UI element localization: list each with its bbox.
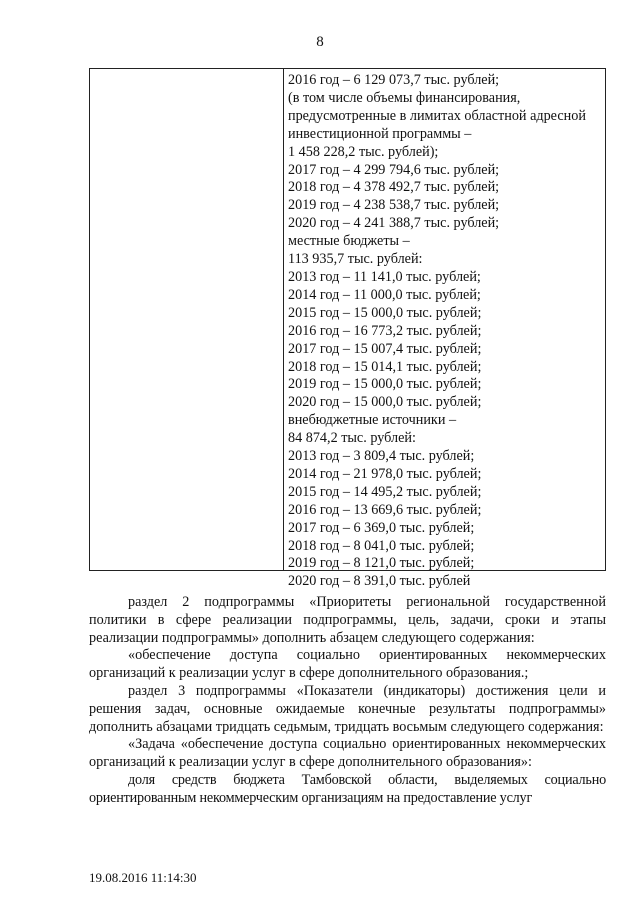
table-value-cell <box>284 69 605 590</box>
table-line: 84 874,2 тыс. рублей: <box>288 430 416 447</box>
paragraph: раздел 3 подпрограммы «Показатели (индикаторы) достижения цели и решения задач, основные ожидаемые конечные результаты подпрограммы» дополнить абзацами тридцать седьмым, тридцать восьмым следующего содержания: <box>89 682 606 735</box>
table-line: 2018 год – 15 014,1 тыс. рублей; <box>288 358 482 375</box>
table-line: 2019 год – 4 238 538,7 тыс. рублей; <box>288 197 500 214</box>
table-line: 2017 год – 4 299 794,6 тыс. рублей; <box>288 161 500 178</box>
table-line: 2015 год – 15 000,0 тыс. рублей; <box>288 304 482 321</box>
table-line: инвестиционной программы – <box>288 125 472 142</box>
paragraph: «обеспечение доступа социально ориентированных некоммерческих организаций к реализации услуг в сфере дополнительного образования.; <box>89 647 606 682</box>
paragraph: «Задача «обеспечение доступа социально ориентированных некоммерческих организаций к реализации услуг в сфере дополнительного образования»: <box>89 736 606 771</box>
body-text <box>89 594 606 808</box>
table-line: местные бюджеты – <box>288 233 410 250</box>
funding-table <box>89 68 606 590</box>
table-line: 2014 год – 11 000,0 тыс. рублей; <box>288 286 481 303</box>
table-line: 113 935,7 тыс. рублей: <box>288 251 423 268</box>
table-line: 2018 год – 4 378 492,7 тыс. рублей; <box>288 179 500 196</box>
page-number: 8 <box>316 34 324 50</box>
table-line: 2016 год – 16 773,2 тыс. рублей; <box>288 322 482 339</box>
table-line: 2015 год – 14 495,2 тыс. рублей; <box>288 483 482 500</box>
table-line: 2018 год – 8 041,0 тыс. рублей; <box>288 537 475 554</box>
table-line: 2019 год – 8 121,0 тыс. рублей; <box>288 555 475 572</box>
table-line: внебюджетные источники – <box>288 412 457 429</box>
table-line: 2020 год – 8 391,0 тыс. рублей <box>288 573 471 590</box>
table-line: 2020 год – 4 241 388,7 тыс. рублей; <box>288 215 500 232</box>
table-line: 2013 год – 11 141,0 тыс. рублей; <box>288 268 481 285</box>
table-line: (в том числе объемы финансирования, <box>288 89 521 106</box>
table-line: 2013 год – 3 809,4 тыс. рублей; <box>288 448 475 465</box>
table-line: 2017 год – 15 007,4 тыс. рублей; <box>288 340 482 357</box>
paragraph: доля средств бюджета Тамбовской области, выделяемых социально ориентированным некоммерческим организациям на предоставление услуг <box>89 771 606 806</box>
paragraph: раздел 2 подпрограммы «Приоритеты региональной государственной политики в сфере реализации подпрограммы, цель, задачи, сроки и этапы реализации подпрограммы» дополнить абзацем следующего содержания: <box>89 594 606 646</box>
table-label-cell <box>90 69 284 570</box>
table-line: 2016 год – 13 669,6 тыс. рублей; <box>288 501 482 518</box>
table-line: 2014 год – 21 978,0 тыс. рублей; <box>288 465 482 482</box>
table-line: предусмотренные в лимитах областной адресной <box>288 107 586 124</box>
table-line: 2016 год – 6 129 073,7 тыс. рублей; <box>288 72 500 88</box>
table-line: 2020 год – 15 000,0 тыс. рублей; <box>288 394 482 411</box>
table-line: 2019 год – 15 000,0 тыс. рублей; <box>288 376 482 393</box>
print-timestamp: 19.08.2016 11:14:30 <box>89 870 197 885</box>
table-line: 1 458 228,2 тыс. рублей); <box>288 143 439 160</box>
table-line: 2017 год – 6 369,0 тыс. рублей; <box>288 519 475 536</box>
